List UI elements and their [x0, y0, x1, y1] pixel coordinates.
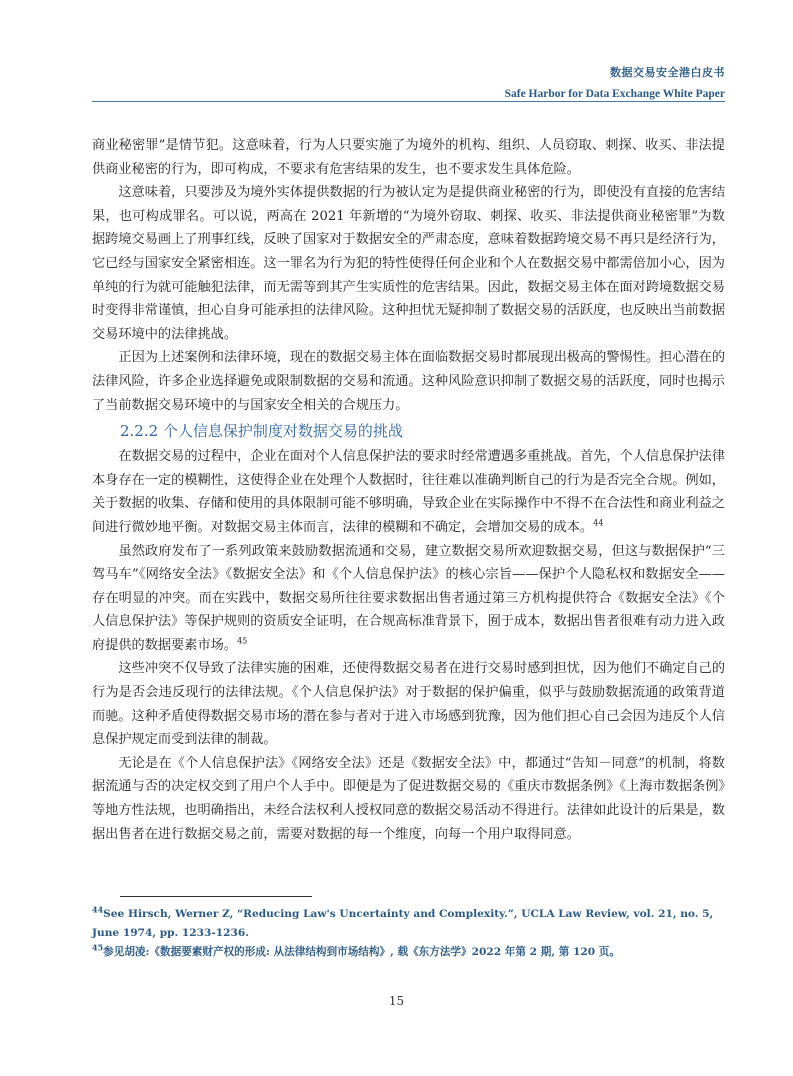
footnote-44-text: See Hirsch, Werner Z, “Reducing Law's Uncertainty and Complexity.”, UCLA Law Review, vol. 21, no. 5, June 1974, pp. 1233-1236.: [92, 908, 714, 939]
page-number: 15: [388, 994, 405, 1008]
footnote-44-mark: 44: [92, 904, 104, 915]
paragraph-5-text: 虽然政府发布了一系列政策来鼓励数据流通和交易，建立数据交易所欢迎数据交易，但这与数据保护“三驾马车”《网络安全法》《数据安全法》和《个人信息保护法》的核心宗旨——保护个人隐私权和数据安全——存在明显的冲突。而在实践中，数据交易所往往要求数据出售者通过第三方机构提供符合《数据安全法》《个人信息保护法》等保护规则的资质安全证明，在合规高标准背景下，囿于成本，数据出售者很难有动力进入政府提供的数据要素市场。: [92, 543, 725, 653]
paragraph-6: 这些冲突不仅导致了法律实施的困难，还使得数据交易者在进行交易时感到担忧，因为他们不确定自己的行为是否会违反现行的法律法规。《个人信息保护法》对于数据的保护偏重，似乎与鼓励数据流通的政策背道而驰。这种矛盾使得数据交易市场的潜在参与者对于进入市场感到犹豫，因为他们担心自己会因为违反个人信息保护规定而受到法律的制裁。: [92, 661, 726, 748]
header-title-zh: 数据交易安全港白皮书: [610, 66, 725, 79]
footnote-44: [92, 905, 725, 943]
header-divider: [92, 101, 725, 102]
paragraph-2: 这意味着，只要涉及为境外实体提供数据的行为被认定为是提供商业秘密的行为，即使没有直接的危害结果，也可构成罪名。可以说，两高在 2021 年新增的“为境外窃取、刺探、收买、非法提供商业秘密罪”为数据跨境交易画上了刑事红线，反映了国家对于数据安全的严肃态度，意味着数据跨境交易不再只是经济行为，它已经与国家安全紧密相连。这一罪名为行为犯的特性使得任何企业和个人在数据交易中都需倍加小心，因为单纯的行为就可能触犯法律，而无需等到其产生实质性的危害结果。因此，数据交易主体在面对跨境数据交易时变得非常谨慎，担心自身可能承担的法律风险。这种担忧无疑抑制了数据交易的活跃度，也反映出当前数据交易环境中的法律挑战。: [92, 185, 726, 342]
footnote-45-text: 参见胡凌:《数据要素财产权的形成: 从法律结构到市场结构》, 载《东方法学》2022 年第 2 期, 第 120 页。: [103, 946, 620, 958]
footnote-45: [92, 943, 725, 962]
footnote-45-mark: 45: [92, 942, 104, 953]
footnote-ref-44[interactable]: 44: [593, 518, 604, 528]
page-body: [92, 134, 725, 846]
paragraph-1: 商业秘密罪”是情节犯。这意味着，行为人只要实施了为境外的机构、组织、人员窃取、刺探、收买、非法提供商业秘密的行为，即可构成，不要求有危害结果的发生，也不要求发生具体危险。: [92, 138, 725, 177]
section-heading: 2.2.2 个人信息保护制度对数据交易的挑战: [120, 422, 403, 441]
footnote-divider: [120, 896, 312, 897]
paragraph-7: 无论是在《个人信息保护法》《网络安全法》还是《数据安全法》中，都通过“告知－同意”的机制，将数据流通与否的决定权交到了用户个人手中。即便是为了促进数据交易的《重庆市数据条例》《上海市数据条例》等地方性法规，也明确指出，未经合法权利人授权同意的数据交易活动不得进行。法律如此设计的后果是，数据出售者在进行数据交易之前，需要对数据的每一个维度，向每一个用户取得同意。: [92, 755, 725, 842]
paragraph-5: [92, 540, 725, 658]
paragraph-4: [92, 445, 725, 539]
running-header: [505, 64, 725, 100]
paragraph-4-text: 在数据交易的过程中，企业在面对个人信息保护法的要求时经常遭遇多重挑战。首先，个人信息保护法律本身存在一定的模糊性，这使得企业在处理个人数据时，往往难以准确判断自己的行为是否完全合规。例如，关于数据的收集、存储和使用的具体限制可能不够明确，导致企业在实际操作中不得不在合法性和商业利益之间进行微妙地平衡。对数据交易主体而言，法律的模糊和不确定，会增加交易的成本。: [92, 449, 726, 535]
header-title-en: Safe Harbor for Data Exchange White Paper: [504, 88, 725, 100]
paragraph-3: 正因为上述案例和法律环境，现在的数据交易主体在面临数据交易时都展现出极高的警惕性。担心潜在的法律风险，许多企业选择避免或限制数据的交易和流通。这种风险意识抑制了数据交易的活跃度，同时也揭示了当前数据交易环境中的与国家安全相关的合规压力。: [92, 350, 726, 413]
footnotes: [92, 905, 725, 962]
footnote-ref-45[interactable]: 45: [237, 636, 248, 646]
